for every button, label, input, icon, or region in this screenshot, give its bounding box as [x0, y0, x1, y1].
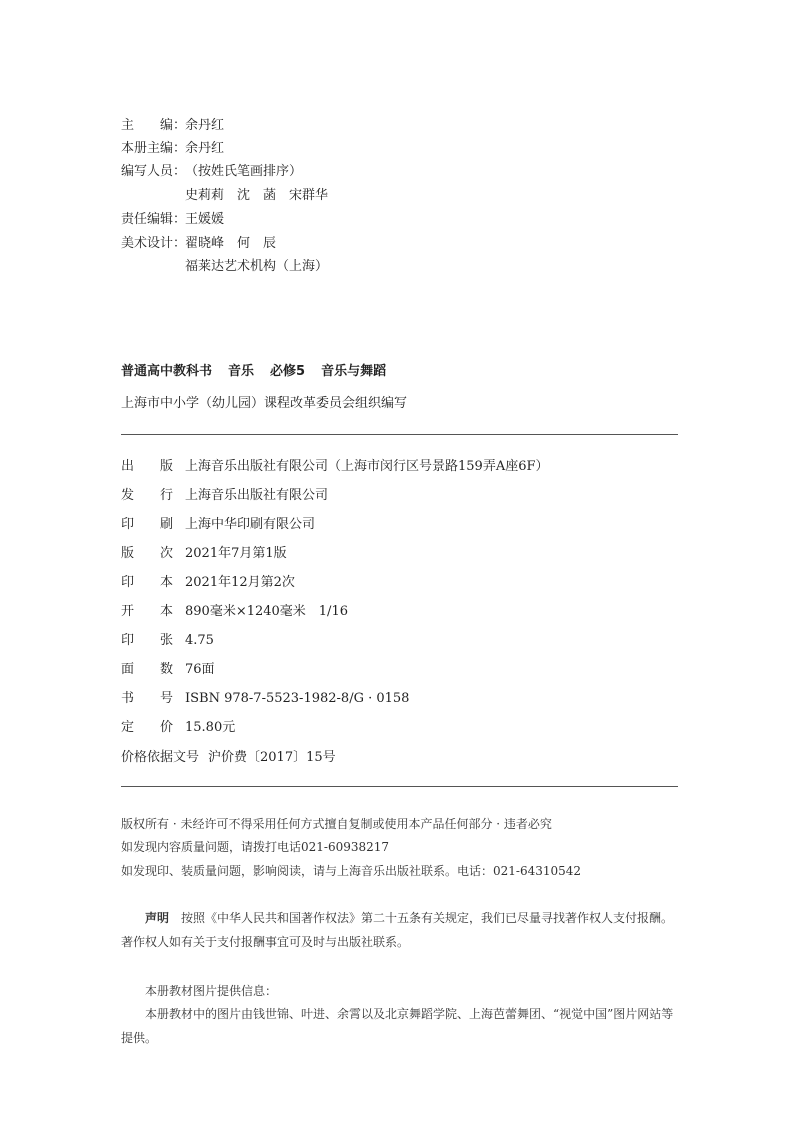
info-key: 定 价	[121, 720, 174, 735]
divider-bottom	[121, 786, 678, 787]
info-key: 价格依据文号	[121, 750, 200, 765]
statement-text: 按照《中华人民共和国著作权法》第二十五条有关规定，我们已尽量寻找著作权人支付报酬。著作权人如有关于支付报酬事宜可及时与出版社联系。	[121, 911, 674, 949]
credit-label: 责任编辑：	[121, 212, 187, 227]
info-key: 发 行	[121, 488, 174, 503]
info-key: 印 张	[121, 633, 174, 648]
info-row-publisher	[121, 460, 549, 473]
info-row-format	[121, 605, 348, 618]
info-row-printing	[121, 576, 295, 589]
credit-line-writers-names	[121, 189, 328, 202]
info-value: 15.80元	[185, 720, 236, 735]
info-row-printer	[121, 518, 315, 531]
info-value: 上海中华印刷有限公司	[185, 517, 316, 532]
info-row-isbn	[121, 692, 409, 705]
credit-value: 史莉莉 沈 菡 宋群华	[185, 188, 329, 203]
credit-value: 王媛媛	[185, 212, 225, 227]
info-key: 书 号	[121, 691, 174, 706]
credit-value: 翟晓峰 何 辰	[185, 236, 277, 251]
info-value: 4.75	[185, 633, 214, 648]
info-key: 开 本	[121, 604, 174, 619]
info-key: 版 次	[121, 546, 174, 561]
credit-label: 主 编：	[121, 118, 187, 133]
credit-label: 编写人员：	[121, 164, 187, 179]
credit-line-editor	[121, 119, 224, 132]
credit-value: 余丹红	[185, 118, 225, 133]
info-value: 76面	[185, 662, 215, 677]
credit-line-art-agency	[121, 260, 328, 273]
info-value: 2021年7月第1版	[185, 546, 287, 561]
credit-value: （按姓氏笔画排序）	[185, 164, 303, 179]
info-row-pages	[121, 663, 215, 676]
info-key: 面 数	[121, 662, 174, 677]
credit-value: 余丹红	[185, 141, 225, 156]
info-key: 印 刷	[121, 517, 174, 532]
content-quality-notice: 如发现内容质量问题，请拨打电话021-60938217	[121, 840, 390, 854]
book-title-subject: 音乐	[228, 364, 255, 379]
image-credit-text: 本册教材中的图片由钱世锦、叶进、余霄以及北京舞蹈学院、上海芭蕾舞团、“视觉中国”图片网站等提供。	[121, 1007, 674, 1045]
credit-value: 福莱达艺术机构（上海）	[185, 259, 329, 274]
credit-line-responsible-editor	[121, 213, 224, 226]
info-value: 沪价费〔2017〕15号	[208, 750, 336, 765]
info-key: 出 版	[121, 459, 174, 474]
info-key: 印 本	[121, 575, 174, 590]
credit-line-art-design	[121, 237, 276, 250]
credit-label: 美术设计：	[121, 236, 187, 251]
image-credit-heading: 本册教材图片提供信息：	[145, 984, 278, 998]
info-value: 上海音乐出版社有限公司	[185, 488, 329, 503]
info-value: ISBN 978-7-5523-1982-8/G · 0158	[185, 691, 410, 706]
credit-line-writers	[121, 165, 302, 178]
info-row-edition	[121, 547, 287, 560]
book-title-name: 音乐与舞蹈	[321, 364, 387, 379]
credit-line-volume-editor	[121, 142, 224, 155]
info-row-price	[121, 721, 235, 734]
book-title-series: 普通高中教科书	[121, 364, 213, 379]
statement-label: 声明	[145, 911, 170, 925]
info-value: 890毫米×1240毫米 1/16	[185, 604, 348, 619]
divider-top	[121, 434, 678, 435]
book-title-volume: 必修5	[270, 364, 306, 379]
organizer-line: 上海市中小学（幼儿园）课程改革委员会组织编写	[121, 396, 408, 411]
credit-label: 本册主编：	[121, 141, 187, 156]
info-row-sheets	[121, 634, 214, 647]
statement-paragraph	[121, 906, 681, 954]
info-value: 2021年12月第2次	[185, 575, 295, 590]
print-quality-notice: 如发现印、装质量问题，影响阅读，请与上海音乐出版社联系。电话：021-64310542	[121, 864, 582, 878]
copyright-notice: 版权所有 · 未经许可不得采用任何方式擅自复制或使用本产品任何部分 · 违者必究	[121, 817, 552, 831]
info-row-distributor	[121, 489, 328, 502]
info-value: 上海音乐出版社有限公司（上海市闵行区号景路159弄A座6F）	[185, 459, 549, 474]
book-title	[121, 365, 402, 378]
image-credit-paragraph	[121, 1002, 681, 1050]
info-row-price-basis	[121, 751, 336, 764]
